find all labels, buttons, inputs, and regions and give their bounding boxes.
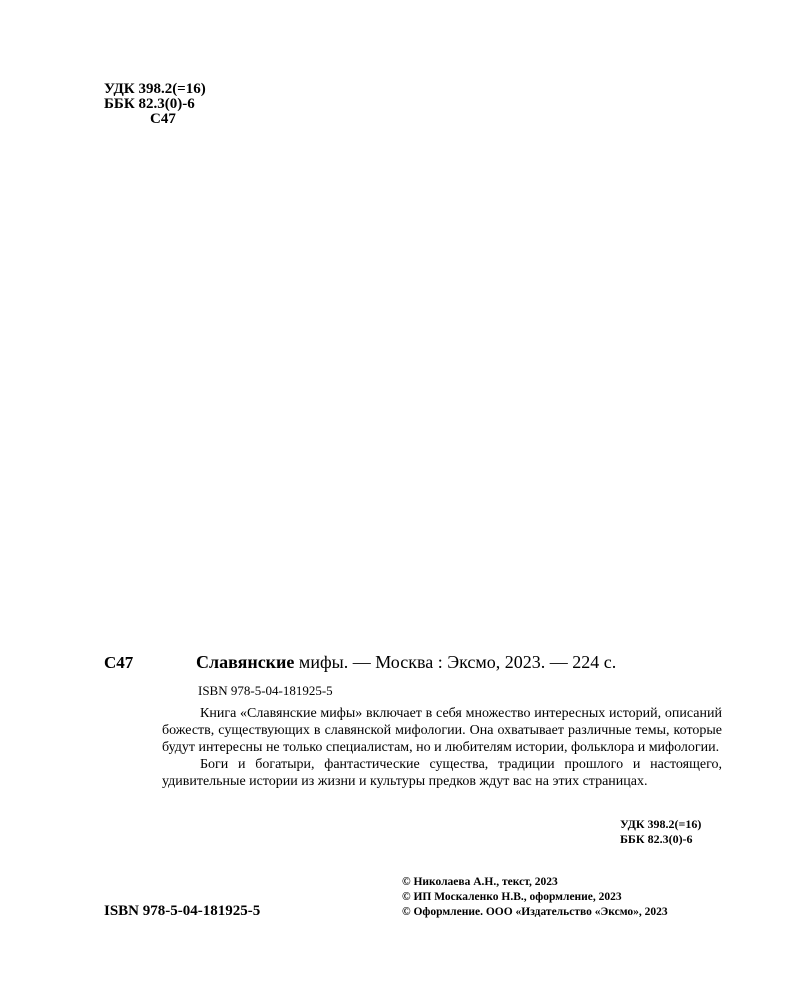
annotation xyxy=(162,705,722,790)
record-author-mark: С47 xyxy=(104,653,134,672)
copyright-line: © ИП Москаленко Н.В., оформление, 2023 xyxy=(402,891,622,903)
bbk-code: ББК 82.3(0)-6 xyxy=(620,832,693,846)
classification-codes-top xyxy=(104,82,206,127)
copyright-line: © Оформление. ООО «Издательство «Эксмо», 2023 xyxy=(402,906,668,918)
record-isbn: ISBN 978-5-04-181925-5 xyxy=(198,683,333,698)
book-title: Славянские xyxy=(196,652,295,672)
isbn-large: ISBN 978-5-04-181925-5 xyxy=(104,903,261,919)
copyright-block xyxy=(402,875,668,920)
udk-code: УДК 398.2(=16) xyxy=(104,81,206,97)
publication-details: мифы. — Москва : Эксмо, 2023. — 224 с. xyxy=(294,652,617,672)
author-mark: С47 xyxy=(150,111,176,127)
annotation-paragraph: Боги и богатыри, фантастические существа, традиции прошлого и настоящего, удивительные истории из жизни и культуры предков ждут вас на этих страницах. xyxy=(162,757,722,789)
copyright-line: © Николаева А.Н., текст, 2023 xyxy=(402,876,558,888)
udk-code: УДК 398.2(=16) xyxy=(620,817,702,831)
bbk-code: ББК 82.3(0)-6 xyxy=(104,96,195,112)
bibliographic-record xyxy=(196,652,616,673)
classification-codes-bottom xyxy=(600,817,720,847)
annotation-paragraph: Книга «Славянские мифы» включает в себя множество интересных историй, описаний божеств, существующих в славянской мифологии. Она охватывает различные темы, которые будут интересны не только специалистам, но и любителям истории, фольклора и мифологии. xyxy=(162,706,722,755)
